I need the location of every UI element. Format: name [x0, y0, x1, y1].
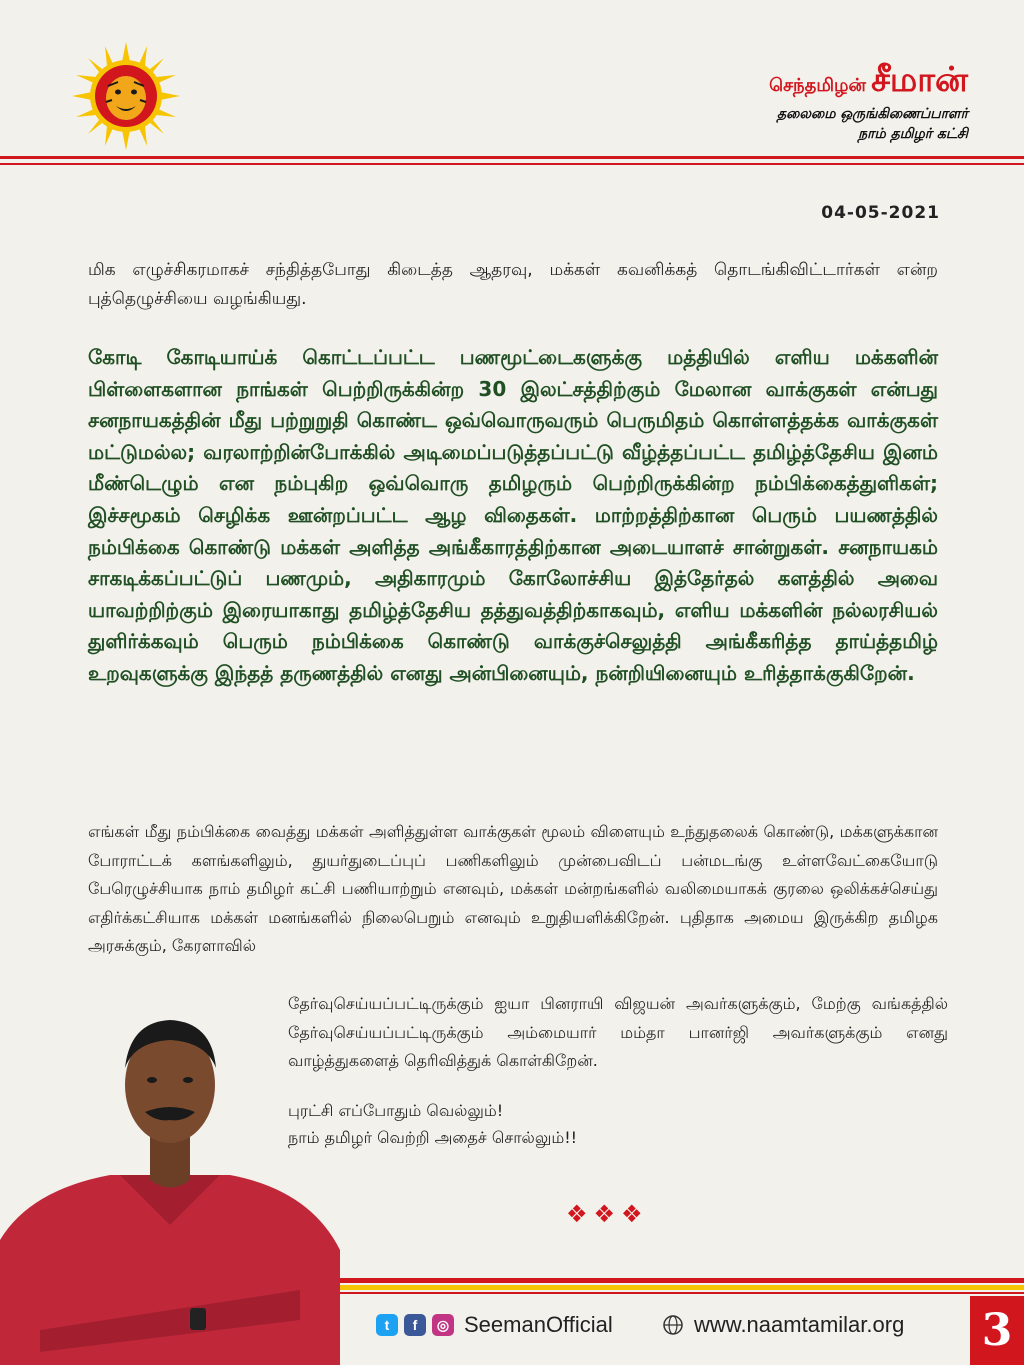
website-url[interactable]: www.naamtamilar.org: [694, 1312, 905, 1337]
intro-paragraph: மிக எழுச்சிகரமாகச் சந்தித்தபோது கிடைத்த ஆதரவு, மக்கள் கவனிக்கத் தொடங்கிவிட்டார்கள் என்ற புத்தெழுச்சியை வழங்கியது.: [88, 260, 938, 309]
brand-block: [769, 60, 968, 144]
facebook-icon[interactable]: f: [404, 1314, 426, 1336]
brand-party: நாம் தமிழர் கட்சி: [858, 126, 968, 142]
document-date: 04-05-2021: [821, 203, 940, 223]
twitter-icon[interactable]: t: [376, 1314, 398, 1336]
brand-name: சீமான்: [871, 60, 968, 100]
portrait-photo: [0, 990, 340, 1365]
brand-title: [769, 60, 968, 104]
slogan-line-1: புரட்சி எப்போதும் வெல்லும்!: [288, 1101, 504, 1120]
brand-role: தலைமை ஒருங்கிணைப்பாளர்: [777, 106, 968, 122]
ornament-divider: ❖❖❖: [566, 1200, 649, 1228]
header-rule-top: [0, 156, 1024, 159]
social-links: [376, 1312, 613, 1338]
slogan-line-2: நாம் தமிழர் வெற்றி அதைச் சொல்லும்!!: [288, 1128, 578, 1147]
website-link[interactable]: [662, 1312, 904, 1338]
body-paragraph: எங்கள் மீது நம்பிக்கை வைத்து மக்கள் அளித்துள்ள வாக்குகள் மூலம் விளையும் உந்துதலைக் கொண்டு, மக்களுக்கான போராட்டக் களங்களிலும், துயர்துடைப்புப் பணிகளிலும் முன்பைவிடப் பன்மடங்கு உள்ளவேட்கையோடு பேரெழுச்சியாக நாம் தமிழர் கட்சி பணியாற்றும் எனவும், மக்கள் மன்றங்களில் வலிமையாகக் குரலை ஒலிக்கச்செய்து எதிர்க்கட்சியாக மக்கள் மனங்களில் நிலைபெறும் எனவும் உறுதியளிக்கிறேன். புதிதாக அமைய இருக்கிற தமிழக அரசுக்கும், கேரளாவில்: [88, 822, 938, 955]
globe-icon: [662, 1314, 684, 1336]
social-handle[interactable]: SeemanOfficial: [464, 1312, 613, 1337]
body-paragraph-continued: தேர்வுசெய்யப்பட்டிருக்கும் ஐயா பினராயி விஜயன் அவர்களுக்கும், மேற்கு வங்கத்தில் தேர்வுசெய்யப்பட்டிருக்கும் அம்மையார் மம்தா பானர்ஜி அவர்களுக்கும் எனது வாழ்த்துகளைத் தெரிவித்துக் கொள்கிறேன்.: [288, 994, 948, 1070]
page-number: 3: [970, 1296, 1024, 1365]
instagram-icon[interactable]: ◎: [432, 1314, 454, 1336]
brand-prefix: செந்தமிழன்: [769, 75, 866, 96]
party-logo: [72, 42, 180, 150]
highlight-paragraph: கோடி கோடியாய்க் கொட்டப்பட்ட பணமூட்டைகளுக்கு மத்தியில் எளிய மக்களின் பிள்ளைகளான நாங்கள் பெற்றிருக்கின்ற 30 இலட்சத்திற்கும் மேலான வாக்குகள் என்பது சனநாயகத்தின் மீது பற்றுறுதி கொண்ட ஒவ்வொருவரும் பெருமிதம் கொள்ளத்தக்க வாக்குகள் மட்டுமல்ல; வரலாற்றின்போக்கில் அடிமைப்படுத்தப்பட்டு வீழ்த்தப்பட்ட தமிழ்த்தேசிய இனம் மீண்டெழும் என நம்புகிற ஒவ்வொரு தமிழரும் பெற்றிருக்கின்ற நம்பிக்கைத்துளிகள்; இச்சமூகம் செழிக்க ஊன்றப்பட்ட ஆழ விதைகள். மாற்றத்திற்கான பெரும் பயணத்தில் நம்பிக்கை கொண்டு மக்கள் அளித்த அங்கீகாரத்திற்கான அடையாளச் சான்றுகள். சனநாயகம் சாகடிக்கப்பட்டுப் பணமும், அதிகாரமும் கோலோச்சிய இத்தேர்தல் களத்தில் அவை யாவற்றிற்கும் இரையாகாது தமிழ்த்தேசிய தத்துவத்திற்காகவும், எளிய மக்களின் நல்லரசியல் துளிர்க்கவும் பெரும் நம்பிக்கை கொண்டு வாக்குச்செலுத்தி அங்கீகரித்த தாய்த்தமிழ் உறவுகளுக்கு இந்தத் தருணத்தில் எனது அன்பினையும், நன்றியினையும் உரித்தாக்குகிறேன்.: [88, 345, 938, 685]
header-rule-bottom: [0, 163, 1024, 165]
